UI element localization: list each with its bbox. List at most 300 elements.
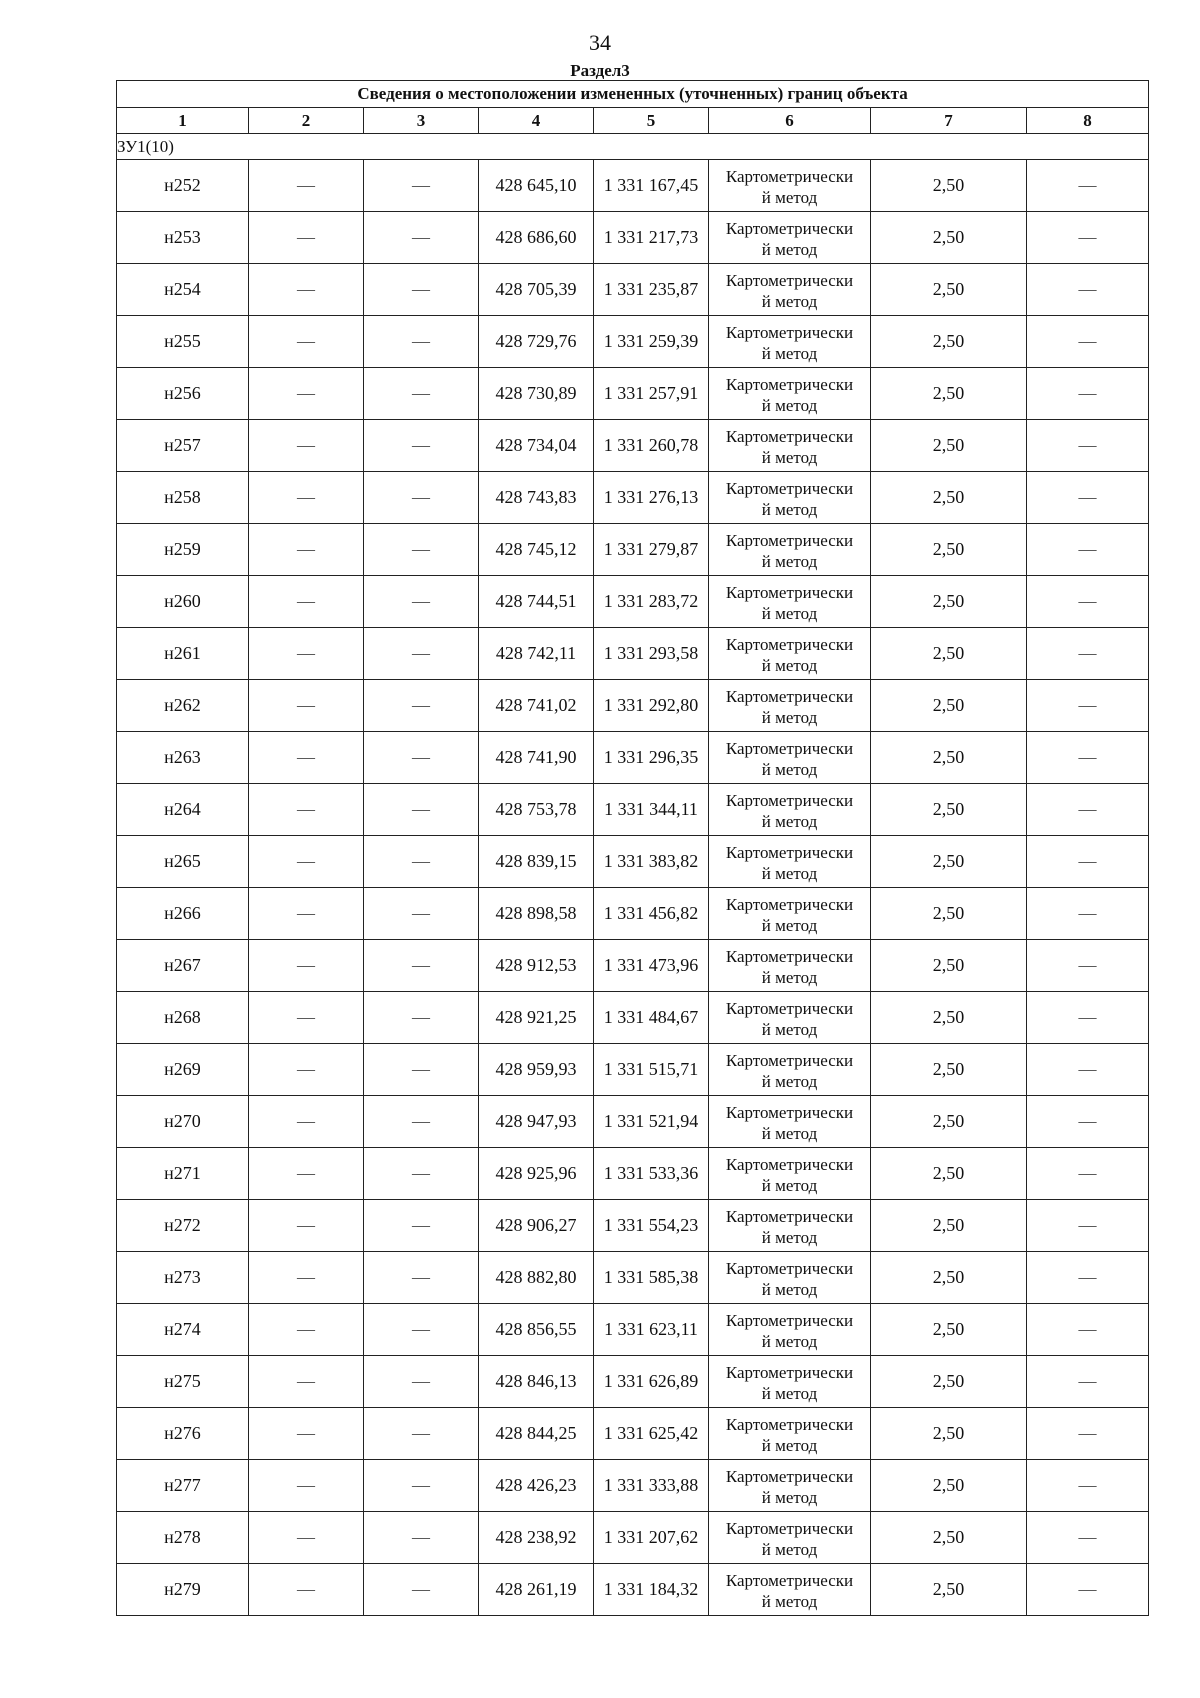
dash-cell: — <box>1027 316 1149 368</box>
dash-cell: — <box>1027 1356 1149 1408</box>
dash-cell: — <box>1027 732 1149 784</box>
coord-y: 1 331 456,82 <box>594 888 709 940</box>
method-cell <box>709 1460 871 1512</box>
group-label: ЗУ1(10) <box>117 134 1149 160</box>
method-cell <box>709 264 871 316</box>
table-row <box>117 836 1149 888</box>
coord-y: 1 331 484,67 <box>594 992 709 1044</box>
dash-cell: — <box>364 524 479 576</box>
dash-cell: — <box>249 368 364 420</box>
dash-cell: — <box>249 1356 364 1408</box>
method-cell <box>709 472 871 524</box>
point-label: н262 <box>117 680 249 732</box>
point-label: н272 <box>117 1200 249 1252</box>
dash-cell: — <box>1027 160 1149 212</box>
accuracy-cell: 2,50 <box>871 472 1027 524</box>
coord-x: 428 912,53 <box>479 940 594 992</box>
column-number-8: 8 <box>1027 108 1149 134</box>
method-line-2: й метод <box>761 1071 818 1091</box>
accuracy-cell: 2,50 <box>871 316 1027 368</box>
coord-x: 428 238,92 <box>479 1512 594 1564</box>
coord-x: 428 705,39 <box>479 264 594 316</box>
table-row <box>117 160 1149 212</box>
method-cell <box>709 160 871 212</box>
dash-cell: — <box>249 628 364 680</box>
method-line-1: Картометрически <box>725 1570 854 1590</box>
dash-cell: — <box>364 784 479 836</box>
coord-x: 428 734,04 <box>479 420 594 472</box>
dash-cell: — <box>249 1460 364 1512</box>
coord-y: 1 331 515,71 <box>594 1044 709 1096</box>
method-cell <box>709 732 871 784</box>
point-label: н263 <box>117 732 249 784</box>
coord-y: 1 331 283,72 <box>594 576 709 628</box>
table-row <box>117 524 1149 576</box>
dash-cell: — <box>249 940 364 992</box>
coord-y: 1 331 184,32 <box>594 1564 709 1616</box>
dash-cell: — <box>1027 1200 1149 1252</box>
table-row <box>117 1512 1149 1564</box>
dash-cell: — <box>1027 1044 1149 1096</box>
accuracy-cell: 2,50 <box>871 1252 1027 1304</box>
coord-x: 428 947,93 <box>479 1096 594 1148</box>
accuracy-cell: 2,50 <box>871 1200 1027 1252</box>
table-row <box>117 1356 1149 1408</box>
table-caption-row <box>117 81 1149 108</box>
accuracy-cell: 2,50 <box>871 680 1027 732</box>
method-line-1: Картометрически <box>725 790 854 810</box>
method-line-2: й метод <box>761 239 818 259</box>
dash-cell: — <box>1027 1148 1149 1200</box>
table-row <box>117 1460 1149 1512</box>
method-cell <box>709 1200 871 1252</box>
coord-x: 428 741,90 <box>479 732 594 784</box>
method-cell <box>709 1148 871 1200</box>
coord-y: 1 331 554,23 <box>594 1200 709 1252</box>
method-line-2: й метод <box>761 707 818 727</box>
coord-y: 1 331 235,87 <box>594 264 709 316</box>
accuracy-cell: 2,50 <box>871 888 1027 940</box>
method-line-2: й метод <box>761 967 818 987</box>
dash-cell: — <box>249 1148 364 1200</box>
point-label: н268 <box>117 992 249 1044</box>
dash-cell: — <box>1027 680 1149 732</box>
coord-y: 1 331 257,91 <box>594 368 709 420</box>
method-cell <box>709 316 871 368</box>
coord-x: 428 898,58 <box>479 888 594 940</box>
dash-cell: — <box>249 160 364 212</box>
dash-cell: — <box>249 472 364 524</box>
point-label: н269 <box>117 1044 249 1096</box>
method-line-2: й метод <box>761 291 818 311</box>
point-label: н256 <box>117 368 249 420</box>
point-label: н277 <box>117 1460 249 1512</box>
dash-cell: — <box>364 1564 479 1616</box>
point-label: н270 <box>117 1096 249 1148</box>
dash-cell: — <box>364 1148 479 1200</box>
dash-cell: — <box>364 940 479 992</box>
dash-cell: — <box>249 1304 364 1356</box>
dash-cell: — <box>364 1096 479 1148</box>
section-title: Раздел3 <box>570 61 630 80</box>
table-row <box>117 1148 1149 1200</box>
method-line-2: й метод <box>761 1019 818 1039</box>
method-line-1: Картометрически <box>725 1050 854 1070</box>
method-line-1: Картометрически <box>725 582 854 602</box>
dash-cell: — <box>249 680 364 732</box>
dash-cell: — <box>1027 628 1149 680</box>
column-number-4: 4 <box>479 108 594 134</box>
method-line-1: Картометрически <box>725 1258 854 1278</box>
accuracy-cell: 2,50 <box>871 836 1027 888</box>
dash-cell: — <box>1027 1252 1149 1304</box>
coord-y: 1 331 293,58 <box>594 628 709 680</box>
method-cell <box>709 1044 871 1096</box>
accuracy-cell: 2,50 <box>871 1356 1027 1408</box>
method-line-2: й метод <box>761 915 818 935</box>
dash-cell: — <box>1027 1564 1149 1616</box>
coord-x: 428 844,25 <box>479 1408 594 1460</box>
dash-cell: — <box>364 1460 479 1512</box>
method-cell <box>709 1408 871 1460</box>
coord-y: 1 331 383,82 <box>594 836 709 888</box>
table-row <box>117 368 1149 420</box>
dash-cell: — <box>364 1200 479 1252</box>
dash-cell: — <box>364 992 479 1044</box>
dash-cell: — <box>364 1304 479 1356</box>
table-row <box>117 1564 1149 1616</box>
dash-cell: — <box>249 1200 364 1252</box>
dash-cell: — <box>249 836 364 888</box>
table-row <box>117 264 1149 316</box>
coord-x: 428 742,11 <box>479 628 594 680</box>
point-label: н271 <box>117 1148 249 1200</box>
table-row <box>117 628 1149 680</box>
dash-cell: — <box>364 1252 479 1304</box>
method-cell <box>709 420 871 472</box>
method-line-1: Картометрически <box>725 1154 854 1174</box>
dash-cell: — <box>364 628 479 680</box>
method-line-2: й метод <box>761 187 818 207</box>
dash-cell: — <box>364 836 479 888</box>
method-cell <box>709 1304 871 1356</box>
coord-y: 1 331 625,42 <box>594 1408 709 1460</box>
accuracy-cell: 2,50 <box>871 1044 1027 1096</box>
column-number-2: 2 <box>249 108 364 134</box>
dash-cell: — <box>1027 524 1149 576</box>
dash-cell: — <box>364 576 479 628</box>
method-line-1: Картометрически <box>725 478 854 498</box>
dash-cell: — <box>1027 368 1149 420</box>
dash-cell: — <box>1027 1460 1149 1512</box>
accuracy-cell: 2,50 <box>871 1512 1027 1564</box>
coordinates-table <box>116 80 1149 1616</box>
method-line-2: й метод <box>761 447 818 467</box>
point-label: н274 <box>117 1304 249 1356</box>
coord-y: 1 331 259,39 <box>594 316 709 368</box>
coord-y: 1 331 217,73 <box>594 212 709 264</box>
coord-x: 428 261,19 <box>479 1564 594 1616</box>
method-line-1: Картометрически <box>725 946 854 966</box>
method-cell <box>709 888 871 940</box>
method-cell <box>709 368 871 420</box>
table-row <box>117 992 1149 1044</box>
method-line-1: Картометрически <box>725 322 854 342</box>
dash-cell: — <box>1027 212 1149 264</box>
accuracy-cell: 2,50 <box>871 524 1027 576</box>
point-label: н252 <box>117 160 249 212</box>
accuracy-cell: 2,50 <box>871 368 1027 420</box>
method-line-1: Картометрически <box>725 426 854 446</box>
coord-x: 428 730,89 <box>479 368 594 420</box>
table-row <box>117 1252 1149 1304</box>
coord-y: 1 331 167,45 <box>594 160 709 212</box>
method-line-2: й метод <box>761 1383 818 1403</box>
method-line-2: й метод <box>761 395 818 415</box>
accuracy-cell: 2,50 <box>871 160 1027 212</box>
method-line-1: Картометрически <box>725 1362 854 1382</box>
dash-cell: — <box>1027 1304 1149 1356</box>
method-line-2: й метод <box>761 655 818 675</box>
method-line-1: Картометрически <box>725 998 854 1018</box>
dash-cell: — <box>364 732 479 784</box>
dash-cell: — <box>249 1564 364 1616</box>
coord-y: 1 331 276,13 <box>594 472 709 524</box>
dash-cell: — <box>1027 940 1149 992</box>
method-line-2: й метод <box>761 343 818 363</box>
column-number-6: 6 <box>709 108 871 134</box>
method-line-1: Картометрически <box>725 842 854 862</box>
column-number-5: 5 <box>594 108 709 134</box>
point-label: н275 <box>117 1356 249 1408</box>
method-cell <box>709 940 871 992</box>
dash-cell: — <box>364 1044 479 1096</box>
method-line-2: й метод <box>761 863 818 883</box>
method-cell <box>709 1252 871 1304</box>
dash-cell: — <box>249 784 364 836</box>
accuracy-cell: 2,50 <box>871 940 1027 992</box>
accuracy-cell: 2,50 <box>871 1148 1027 1200</box>
method-line-2: й метод <box>761 1435 818 1455</box>
accuracy-cell: 2,50 <box>871 576 1027 628</box>
dash-cell: — <box>249 576 364 628</box>
coord-x: 428 925,96 <box>479 1148 594 1200</box>
dash-cell: — <box>364 1356 479 1408</box>
dash-cell: — <box>249 992 364 1044</box>
dash-cell: — <box>364 264 479 316</box>
coord-y: 1 331 521,94 <box>594 1096 709 1148</box>
dash-cell: — <box>364 212 479 264</box>
method-line-2: й метод <box>761 1331 818 1351</box>
method-cell <box>709 992 871 1044</box>
coord-x: 428 645,10 <box>479 160 594 212</box>
method-line-1: Картометрически <box>725 686 854 706</box>
dash-cell: — <box>1027 420 1149 472</box>
table-row <box>117 212 1149 264</box>
method-line-1: Картометрически <box>725 1518 854 1538</box>
accuracy-cell: 2,50 <box>871 1304 1027 1356</box>
method-cell <box>709 1096 871 1148</box>
method-line-2: й метод <box>761 811 818 831</box>
table-row <box>117 680 1149 732</box>
method-cell <box>709 836 871 888</box>
method-line-2: й метод <box>761 1279 818 1299</box>
method-line-1: Картометрически <box>725 1102 854 1122</box>
coord-y: 1 331 296,35 <box>594 732 709 784</box>
point-label: н265 <box>117 836 249 888</box>
dash-cell: — <box>249 888 364 940</box>
dash-cell: — <box>364 160 479 212</box>
coord-x: 428 686,60 <box>479 212 594 264</box>
method-line-2: й метод <box>761 551 818 571</box>
point-label: н276 <box>117 1408 249 1460</box>
coord-x: 428 856,55 <box>479 1304 594 1356</box>
dash-cell: — <box>1027 264 1149 316</box>
point-label: н259 <box>117 524 249 576</box>
dash-cell: — <box>249 212 364 264</box>
method-cell <box>709 680 871 732</box>
dash-cell: — <box>1027 836 1149 888</box>
method-line-2: й метод <box>761 1539 818 1559</box>
dash-cell: — <box>1027 576 1149 628</box>
coord-y: 1 331 207,62 <box>594 1512 709 1564</box>
dash-cell: — <box>249 420 364 472</box>
point-label: н264 <box>117 784 249 836</box>
column-number-7: 7 <box>871 108 1027 134</box>
coord-x: 428 729,76 <box>479 316 594 368</box>
table-row <box>117 1044 1149 1096</box>
accuracy-cell: 2,50 <box>871 1408 1027 1460</box>
table-row <box>117 1408 1149 1460</box>
coord-x: 428 753,78 <box>479 784 594 836</box>
accuracy-cell: 2,50 <box>871 628 1027 680</box>
method-line-2: й метод <box>761 759 818 779</box>
dash-cell: — <box>249 1512 364 1564</box>
dash-cell: — <box>364 680 479 732</box>
dash-cell: — <box>249 524 364 576</box>
method-line-2: й метод <box>761 1175 818 1195</box>
table-row <box>117 1096 1149 1148</box>
point-label: н260 <box>117 576 249 628</box>
coord-x: 428 906,27 <box>479 1200 594 1252</box>
dash-cell: — <box>364 1408 479 1460</box>
coord-x: 428 846,13 <box>479 1356 594 1408</box>
coord-y: 1 331 473,96 <box>594 940 709 992</box>
accuracy-cell: 2,50 <box>871 420 1027 472</box>
dash-cell: — <box>364 420 479 472</box>
method-line-1: Картометрически <box>725 218 854 238</box>
dash-cell: — <box>364 316 479 368</box>
method-line-1: Картометрически <box>725 530 854 550</box>
page-number: 34 <box>589 30 611 55</box>
coord-x: 428 839,15 <box>479 836 594 888</box>
method-line-2: й метод <box>761 499 818 519</box>
accuracy-cell: 2,50 <box>871 1564 1027 1616</box>
method-line-2: й метод <box>761 1487 818 1507</box>
table-row <box>117 316 1149 368</box>
dash-cell: — <box>249 1252 364 1304</box>
dash-cell: — <box>249 1044 364 1096</box>
method-line-1: Картометрически <box>725 738 854 758</box>
dash-cell: — <box>364 888 479 940</box>
table-row <box>117 472 1149 524</box>
coord-y: 1 331 344,11 <box>594 784 709 836</box>
accuracy-cell: 2,50 <box>871 1460 1027 1512</box>
dash-cell: — <box>249 316 364 368</box>
table-row <box>117 420 1149 472</box>
method-cell <box>709 628 871 680</box>
dash-cell: — <box>1027 992 1149 1044</box>
accuracy-cell: 2,50 <box>871 264 1027 316</box>
point-label: н261 <box>117 628 249 680</box>
coord-x: 428 744,51 <box>479 576 594 628</box>
method-cell <box>709 1512 871 1564</box>
dash-cell: — <box>249 264 364 316</box>
point-label: н257 <box>117 420 249 472</box>
dash-cell: — <box>1027 784 1149 836</box>
coord-y: 1 331 333,88 <box>594 1460 709 1512</box>
dash-cell: — <box>364 1512 479 1564</box>
coord-x: 428 921,25 <box>479 992 594 1044</box>
method-line-2: й метод <box>761 603 818 623</box>
coord-y: 1 331 279,87 <box>594 524 709 576</box>
point-label: н254 <box>117 264 249 316</box>
point-label: н267 <box>117 940 249 992</box>
table-row <box>117 784 1149 836</box>
method-line-1: Картометрически <box>725 1414 854 1434</box>
point-label: н266 <box>117 888 249 940</box>
table-row <box>117 1304 1149 1356</box>
dash-cell: — <box>1027 472 1149 524</box>
method-line-1: Картометрически <box>725 374 854 394</box>
coord-x: 428 743,83 <box>479 472 594 524</box>
method-line-1: Картометрически <box>725 634 854 654</box>
coord-y: 1 331 260,78 <box>594 420 709 472</box>
dash-cell: — <box>364 472 479 524</box>
method-line-2: й метод <box>761 1123 818 1143</box>
table-row <box>117 576 1149 628</box>
accuracy-cell: 2,50 <box>871 1096 1027 1148</box>
dash-cell: — <box>249 732 364 784</box>
point-label: н273 <box>117 1252 249 1304</box>
table-caption: Сведения о местоположении измененных (уточненных) границ объекта <box>117 81 1149 108</box>
coord-x: 428 959,93 <box>479 1044 594 1096</box>
table-row <box>117 1200 1149 1252</box>
coord-y: 1 331 585,38 <box>594 1252 709 1304</box>
dash-cell: — <box>1027 888 1149 940</box>
table-row <box>117 940 1149 992</box>
accuracy-cell: 2,50 <box>871 784 1027 836</box>
method-line-2: й метод <box>761 1227 818 1247</box>
point-label: н278 <box>117 1512 249 1564</box>
method-line-1: Картометрически <box>725 1466 854 1486</box>
accuracy-cell: 2,50 <box>871 992 1027 1044</box>
accuracy-cell: 2,50 <box>871 732 1027 784</box>
point-label: н253 <box>117 212 249 264</box>
method-cell <box>709 212 871 264</box>
method-line-1: Картометрически <box>725 1310 854 1330</box>
dash-cell: — <box>1027 1512 1149 1564</box>
dash-cell: — <box>249 1408 364 1460</box>
dash-cell: — <box>249 1096 364 1148</box>
coord-y: 1 331 626,89 <box>594 1356 709 1408</box>
coord-x: 428 741,02 <box>479 680 594 732</box>
method-cell <box>709 576 871 628</box>
method-cell <box>709 1356 871 1408</box>
method-cell <box>709 1564 871 1616</box>
dash-cell: — <box>1027 1096 1149 1148</box>
method-line-1: Картометрически <box>725 166 854 186</box>
